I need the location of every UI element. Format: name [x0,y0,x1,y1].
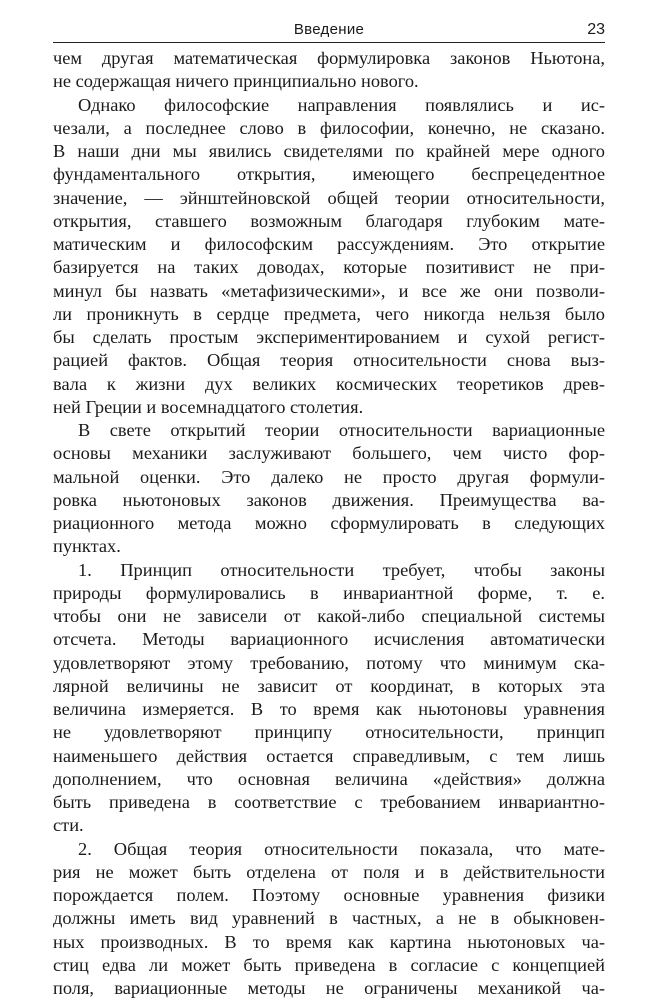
text-line: не удовлетворяют принципу относительности, принцип [53,722,605,743]
text-line: чтобы они не зависели от какой-либо специальной системы [53,606,605,626]
text-line: наименьшего действия остается справедливым, с тем лишь [53,745,605,766]
paragraph [53,47,605,94]
text-line: открытия, ставшего возможным благодаря глубоким мате- [53,210,605,231]
text-line: ных производных. В то время как картина ньютоновых ча- [53,931,605,952]
text-line: дополнением, что основная величина «действия» должна [53,768,605,789]
text-line: ли проникнуть в сердце предмета, чего никогда нельзя было [53,303,605,324]
text-line: значение, — эйнштейновской общей теории относительности, [53,187,605,208]
text-line: величина измеряется. В то время как ньютоновы уравнения [53,699,605,719]
text-line: В свете открытий теории относительности вариационные [78,420,605,440]
text-line: порождается полем. Поэтому основные уравнения физики [53,885,605,905]
text-line: бы сделать простым экспериментированием и сухой регист- [53,327,605,347]
text-line: минул бы назвать «метафизическими», и все же они позволи- [53,280,605,301]
text-line: рацией фактов. Общая теория относительности снова выз- [53,350,605,371]
text-line: фундаментального открытия, имеющего беспрецедентное [53,164,605,185]
text-line: не содержащая ничего принципиально нового. [53,71,419,92]
header-rule [53,42,605,43]
text-line: Однако философские направления появлялись и ис- [78,94,605,115]
paragraph [53,838,605,1000]
text-line: сти. [53,815,84,836]
paragraph [53,419,605,559]
text-line: чем другая математическая формулировка законов Ньютона, [53,48,605,68]
text-line: отсчета. Методы вариационного исчисления автоматически [53,629,605,650]
text-line: ней Греции и восемнадцатого столетия. [53,396,364,417]
text-line: матическим и философским рассуждениям. Это открытие [53,234,605,254]
text-line: рия не может быть отделена от поля и в действительности [53,861,605,882]
text-line: чезали, а последнее слово в философии, конечно, не сказано. [53,117,605,138]
text-line: В наши дни мы явились свидетелями по крайней мере одного [53,141,605,161]
text-line: 1. Принцип относительности требует, чтобы законы [78,559,605,580]
running-header [53,18,605,42]
text-line: быть приведена в соответствие с требованием инвариантно- [53,792,605,812]
text-line: пунктах. [53,536,121,557]
book-page [53,18,605,1000]
text-line: поля, вариационные методы не ограничены механикой ча- [53,978,605,998]
text-line: природы формулировались в инвариантной форме, т. е. [53,582,605,603]
body-text [53,47,605,1000]
paragraph [53,559,605,838]
text-line: вала к жизни дух великих космических теоретиков древ- [53,373,605,394]
text-line: 2. Общая теория относительности показала, что мате- [78,838,605,859]
paragraph [53,94,605,420]
text-line: риационного метода можно сформулировать в следующих [53,513,605,533]
text-line: лярной величины не зависит от координат, в которых эта [53,675,605,696]
text-line: базируется на таких доводах, которые позитивист не при- [53,257,605,278]
text-line: должны иметь вид уравнений в частных, а не в обыкновен- [53,908,605,929]
page-number: 23 [587,21,605,38]
text-line: мальной оценки. Это далеко не просто другая формули- [53,466,605,487]
text-line: ровка ньютоновых законов движения. Преимущества ва- [53,489,605,510]
text-line: стиц едва ли может быть приведена в согласие с концепцией [53,954,605,975]
text-line: удовлетворяют этому требованию, потому что минимум ска- [53,652,605,673]
text-line: основы механики заслуживают большего, чем чисто фор- [53,443,605,464]
chapter-title: Введение [293,21,365,38]
